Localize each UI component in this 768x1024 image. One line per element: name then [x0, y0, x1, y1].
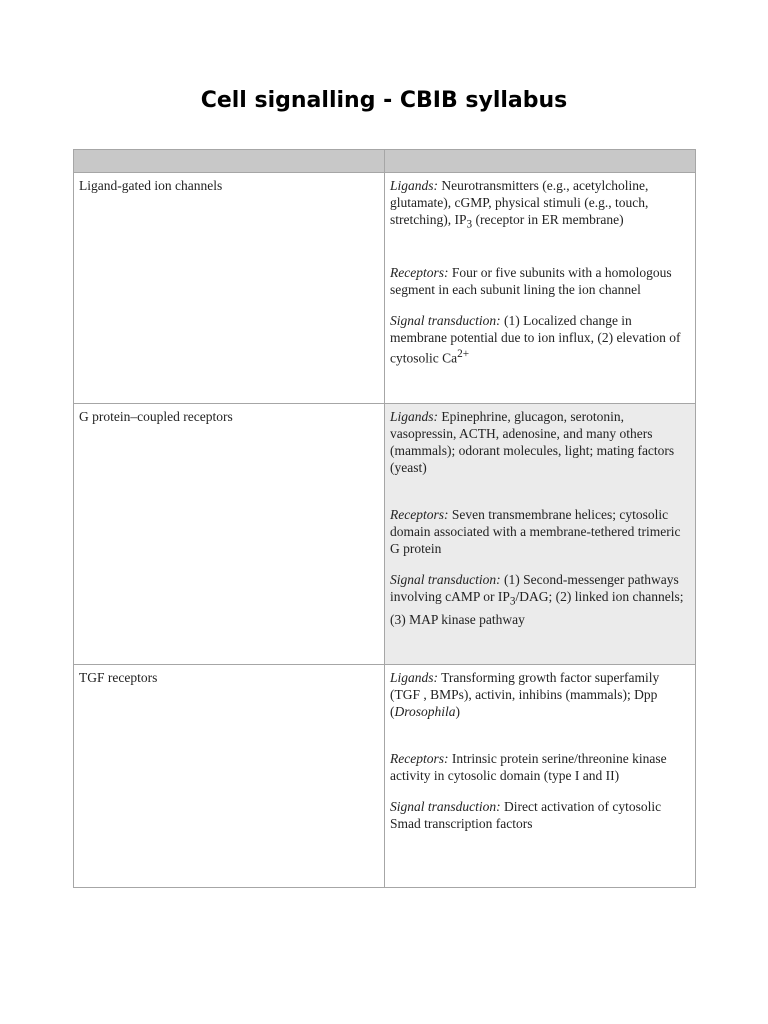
subscript: 3 [466, 218, 473, 231]
details-cell [385, 404, 696, 665]
table-row [74, 665, 696, 888]
receptors-paragraph [390, 750, 690, 784]
header-cell [385, 150, 696, 173]
ligands-text-tail: ) [455, 704, 461, 719]
receptor-class-cell: G protein–coupled receptors [74, 404, 385, 665]
signalling-table [73, 149, 696, 888]
table-row [74, 173, 696, 404]
ligands-text: Neurotransmitters (e.g., acetylcholine, glutamate), cGMP, physical stimuli (e.g., touch, stretching), IP [390, 178, 649, 227]
ligands-label: Ligands: [390, 670, 439, 685]
table-header-row [74, 150, 696, 173]
receptor-class-cell: Ligand-gated ion channels [74, 173, 385, 404]
ligands-paragraph [390, 177, 690, 234]
receptors-paragraph [390, 506, 690, 557]
subscript: 3 [509, 595, 516, 608]
receptors-text: Intrinsic protein serine/threonine kinase activity in cytosolic domain (type I and II) [390, 751, 667, 783]
header-cell [74, 150, 385, 173]
signal-label: Signal transduction: [390, 799, 501, 814]
signal-text: (1) Localized change in membrane potential due to ion influx, (2) elevation of cytosolic Ca [390, 312, 681, 366]
signal-label: Signal transduction: [390, 572, 501, 587]
details-cell [385, 173, 696, 404]
receptors-label: Receptors: [390, 507, 449, 522]
signal-text: Direct activation of cytosolic Smad transcription factors [390, 799, 662, 831]
ligands-label: Ligands: [390, 409, 439, 424]
ligands-text: Transforming growth factor superfamily (TGF , BMPs), activin, inhibins (mammals); Dpp ( [390, 670, 660, 719]
receptors-label: Receptors: [390, 751, 449, 766]
signal-paragraph [390, 571, 690, 628]
ligands-paragraph [390, 669, 690, 720]
signal-paragraph [390, 798, 690, 832]
page-title: Cell signalling - CBIB syllabus [200, 88, 568, 113]
italic-text: Drosophila [394, 704, 456, 719]
receptors-paragraph [390, 264, 690, 298]
ligands-label: Ligands: [390, 178, 439, 193]
table-row [74, 404, 696, 665]
superscript: 2+ [457, 347, 470, 360]
ligands-text: Epinephrine, glucagon, serotonin, vasopressin, ACTH, adenosine, and many others (mammals); odorant molecules, light; mating factors (yeast) [390, 409, 675, 475]
receptor-class-cell: TGF receptors [74, 665, 385, 888]
receptors-text: Seven transmembrane helices; cytosolic domain associated with a membrane-tethered trimeric G protein [390, 507, 681, 556]
signal-text: (1) Second-messenger pathways involving cAMP or IP [390, 572, 679, 604]
details-cell [385, 665, 696, 888]
receptors-label: Receptors: [390, 264, 449, 280]
signal-label: Signal transduction: [390, 312, 501, 328]
ligands-text-tail: (receptor in ER membrane) [472, 212, 624, 227]
signal-paragraph [390, 312, 690, 367]
ligands-paragraph [390, 408, 690, 476]
signal-text-tail: /DAG; (2) linked ion channels; (3) MAP kinase pathway [390, 589, 684, 627]
receptors-text: Four or five subunits with a homologous segment in each subunit lining the ion channel [390, 264, 672, 297]
